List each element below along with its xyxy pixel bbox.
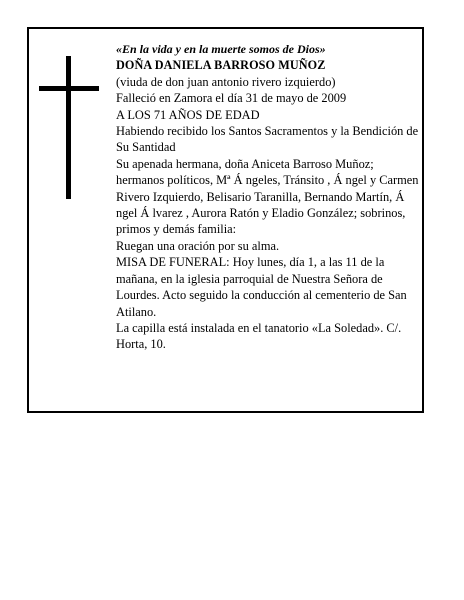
cross-icon <box>39 56 99 199</box>
motto: «En la vida y en la muerte somos de Dios» <box>116 42 326 56</box>
death-info: Falleció en Zamora el día 31 de mayo de 2009 <box>116 91 347 106</box>
widow-of-line: (viuda de don juan antonio rivero izquierdo) <box>116 74 336 89</box>
chapel-paragraph: La capilla está instalada en el tanatorio «La Soledad». C/. Horta, 10. <box>116 320 402 352</box>
age-line: A LOS 71 AÑOS DE EDAD <box>116 107 260 122</box>
funeral-mass-paragraph: MISA DE FUNERAL: Hoy lunes, día 1, a las 11 de la mañana, en la iglesia parroquial de Nuestra Señora de Lourdes. Acto seguido la conducción al cementerio de San Atilano. <box>116 255 407 319</box>
cross-horizontal-bar <box>39 86 99 91</box>
family-paragraph: Su apenada hermana, doña Aniceta Barroso Muñoz; hermanos políticos, Mª Á ngeles, Tránsito , Á ngel y Carmen Rivero Izquierdo, Belisario Taranilla, Bernando Martín, Á ngel Á lvarez , Aurora Ratón y Eladio González; sobrinos, primos y demás familia: <box>116 156 419 237</box>
deceased-name: DOÑA DANIELA BARROSO MUÑOZ <box>116 58 326 73</box>
notice-body <box>116 41 421 353</box>
sacraments-paragraph: Habiendo recibido los Santos Sacramentos y la Bendición de Su Santidad <box>116 124 419 155</box>
prayer-request: Ruegan una oración por su alma. <box>116 238 280 253</box>
obituary-notice <box>27 27 424 413</box>
cross-vertical-bar <box>66 56 71 199</box>
